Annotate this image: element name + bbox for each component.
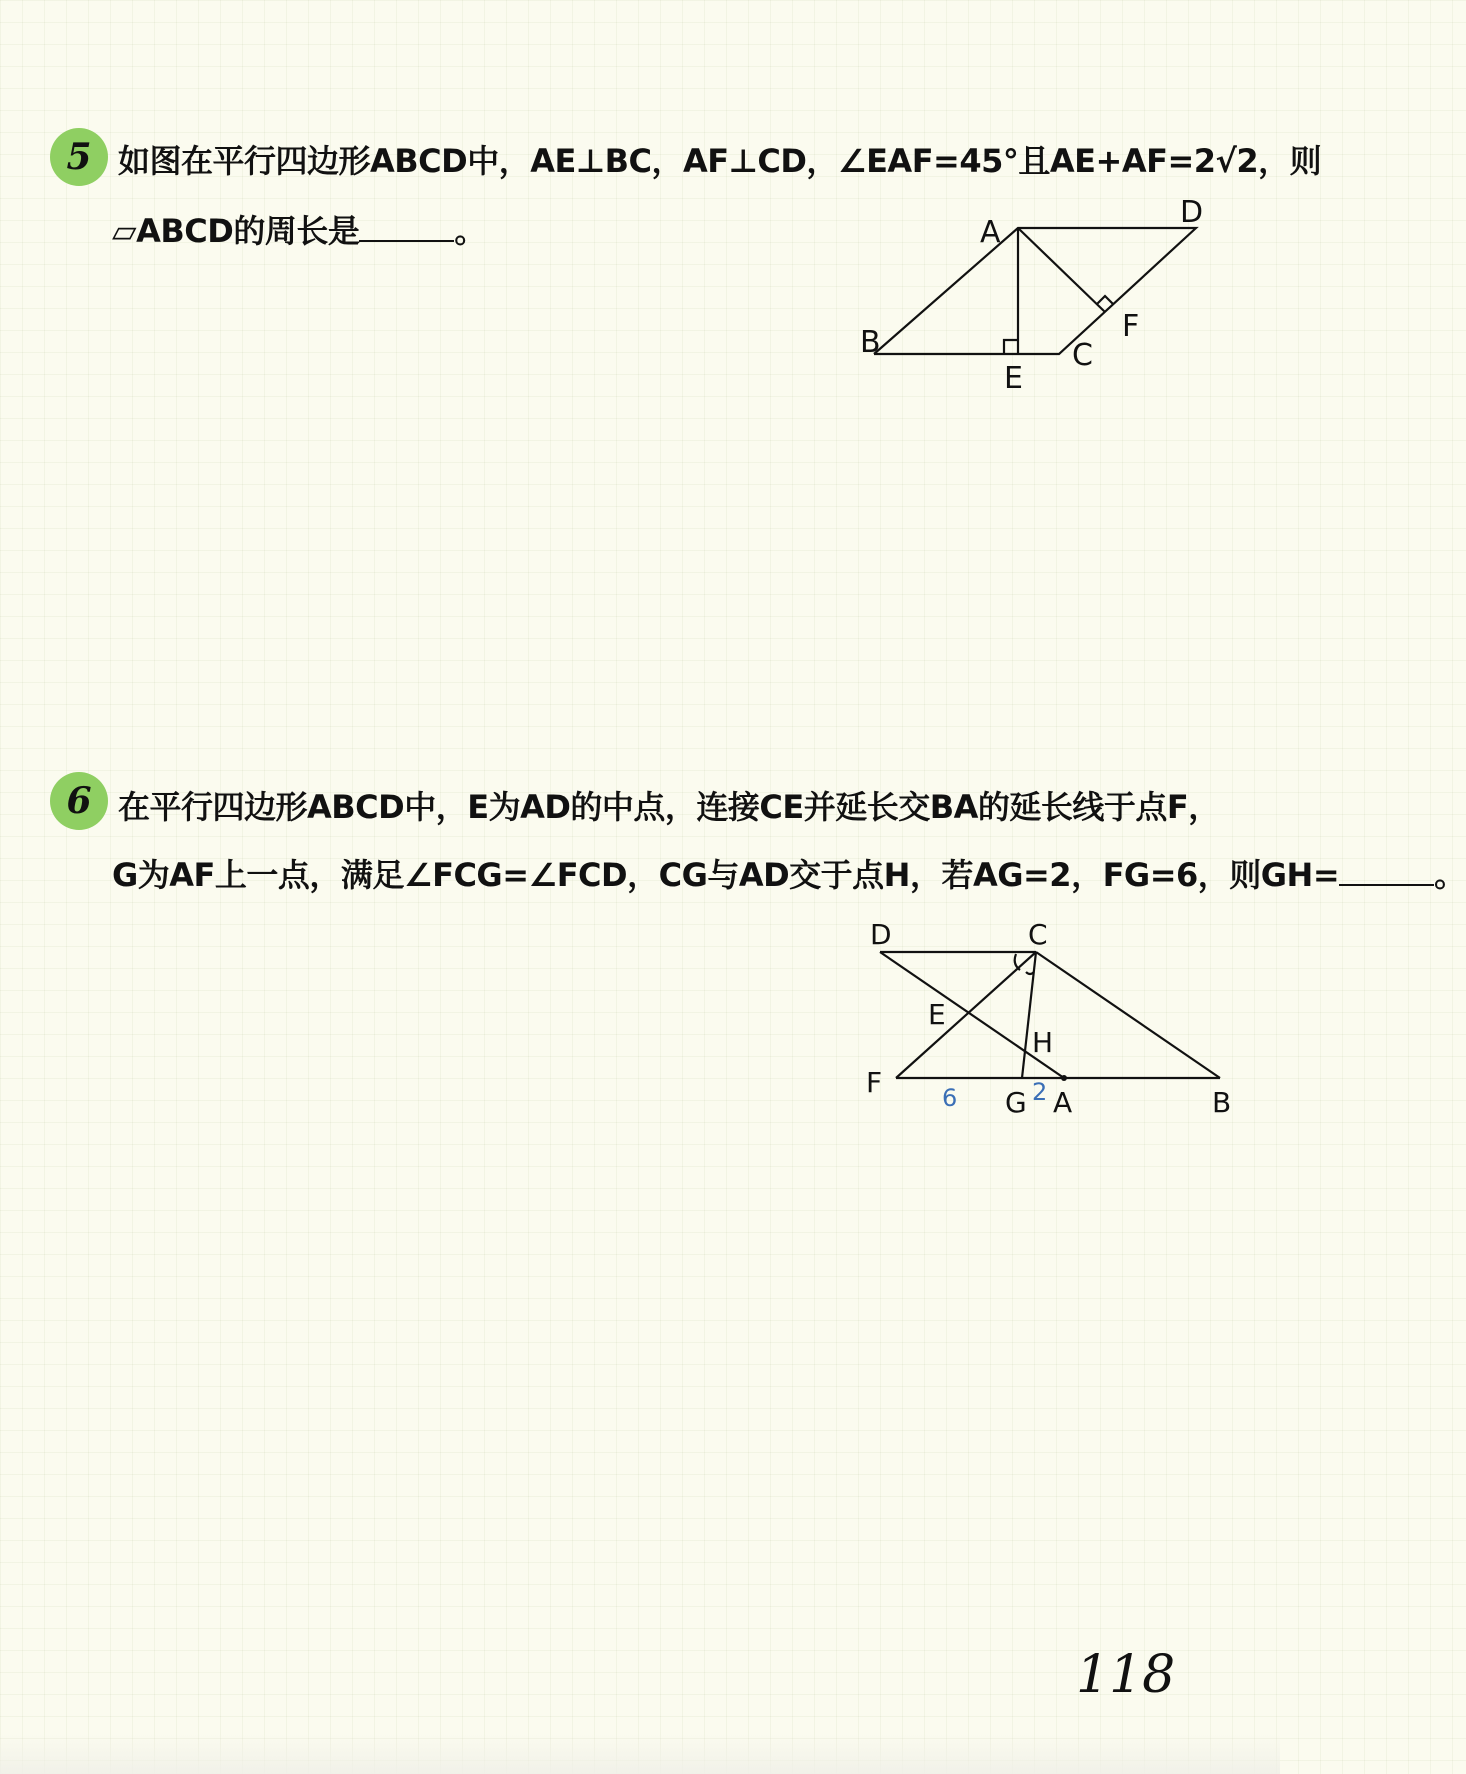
- problem-number: 6: [66, 780, 92, 822]
- bottom-edge: [0, 1738, 1280, 1774]
- annotation-FG-length: 6: [942, 1084, 958, 1112]
- label-F: F: [866, 1066, 883, 1099]
- parallelogram-outline: [874, 228, 1196, 354]
- label-D: D: [870, 918, 892, 951]
- question-text-line-2: [112, 206, 486, 252]
- answer-blank[interactable]: [1339, 860, 1434, 886]
- problem-number-badge: [50, 128, 108, 186]
- question-text-line-1: 如图在平行四边形ABCD中，AE⊥BC，AF⊥CD，∠EAF=45°且AE+AF=2√2，则: [118, 142, 1322, 180]
- page-number: 118: [1076, 1645, 1176, 1705]
- segment-AF: [1018, 228, 1105, 312]
- segment-FC: [896, 952, 1036, 1078]
- label-E: E: [1004, 361, 1023, 396]
- angle-arc-FCG: [1026, 972, 1034, 974]
- segment-CG: [1022, 952, 1036, 1078]
- right-angle-mark-E: [1004, 340, 1018, 354]
- problem-6: [0, 760, 1466, 1160]
- annotation-AG-length: 2: [1032, 1078, 1048, 1106]
- question-text-prefix: G为AF上一点，满足∠FCG=∠FCD，CG与AD交于点H，若AG=2，FG=6，则GH=: [112, 856, 1340, 894]
- parallelogram-diagram-5: [860, 195, 1240, 454]
- problem-number: 5: [66, 136, 92, 178]
- label-B: B: [1212, 1086, 1232, 1119]
- label-A: A: [1053, 1086, 1073, 1119]
- question-text-line-1: 在平行四边形ABCD中，E为AD的中点，连接CE并延长交BA的延长线于点F，: [118, 788, 1220, 826]
- problem-number-badge: [50, 772, 108, 830]
- question-text-suffix: 。: [454, 212, 486, 250]
- label-C: C: [1028, 918, 1048, 951]
- label-F: F: [1122, 309, 1140, 344]
- problem-5: [0, 120, 1322, 450]
- segment-DA: [880, 952, 1064, 1078]
- parallelogram-diagram-6: [850, 920, 1250, 1164]
- label-B: B: [860, 325, 881, 360]
- label-G: G: [1005, 1086, 1027, 1119]
- label-D: D: [1180, 195, 1204, 230]
- question-text-prefix: ▱ABCD的周长是: [112, 212, 360, 250]
- label-E: E: [928, 998, 946, 1031]
- right-angle-mark-F: [1097, 296, 1113, 304]
- point-A-dot: [1061, 1075, 1067, 1081]
- question-text-line-2: [112, 850, 1466, 896]
- bottom-fade: [0, 1734, 1280, 1774]
- answer-blank[interactable]: [359, 216, 454, 242]
- question-text-suffix: 。: [1434, 856, 1466, 894]
- label-H: H: [1032, 1026, 1054, 1059]
- label-C: C: [1072, 338, 1093, 373]
- label-A: A: [980, 215, 1001, 250]
- segment-CB: [1036, 952, 1220, 1078]
